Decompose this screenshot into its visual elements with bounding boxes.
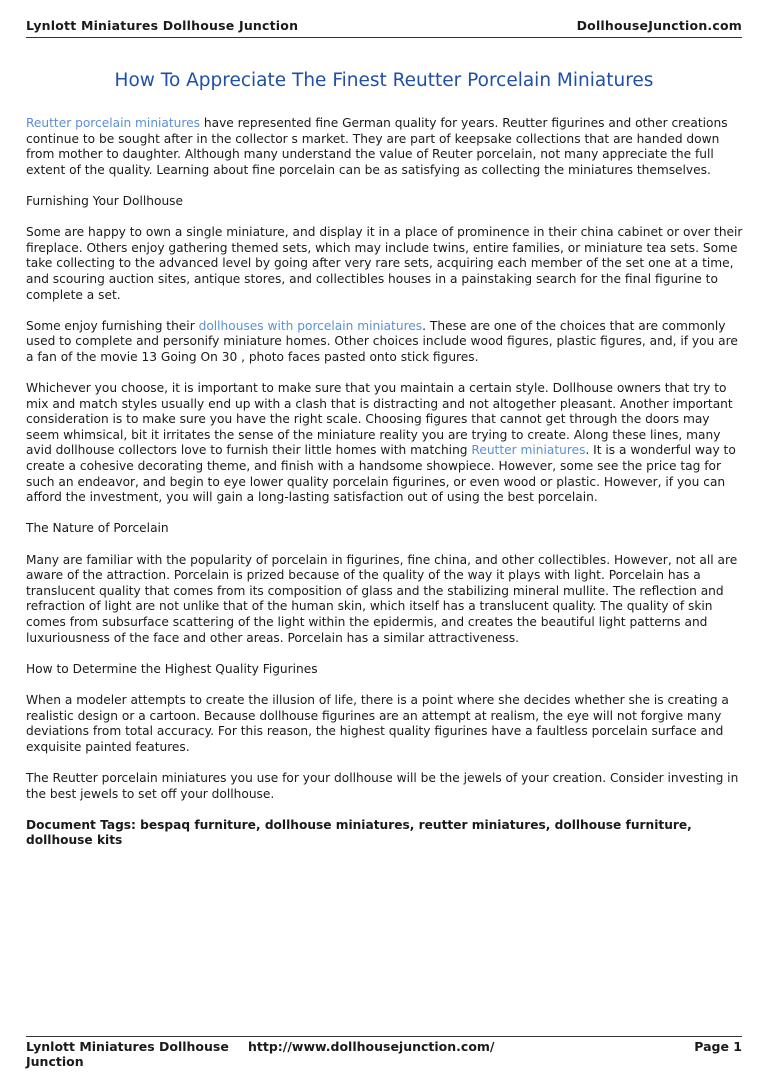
page-title: How To Appreciate The Finest Reutter Porcelain Miniatures xyxy=(114,70,654,91)
page-footer xyxy=(26,1036,742,1069)
quality-paragraph-1: When a modeler attempts to create the illusion of life, there is a point where she decides whether she is creating a realistic design or a cartoon. Because dollhouse figurines are an attempt at realism, the eye will not forgive many deviations from total accuracy. For this reason, the highest quality figurines have a faultless porcelain surface and exquisite painted features. xyxy=(26,692,729,754)
document-tags: Document Tags: bespaq furniture, dollhouse miniatures, reutter miniatures, dollhouse furniture, dollhouse kits xyxy=(26,817,692,848)
reutter-miniatures-link[interactable]: Reutter miniatures xyxy=(471,443,586,458)
intro-paragraph xyxy=(26,116,746,178)
section-heading-quality: How to Determine the Highest Quality Figurines xyxy=(26,661,318,676)
furnishing-paragraph-2 xyxy=(26,319,746,366)
header-company: Lynlott Miniatures Dollhouse Junction xyxy=(26,18,299,33)
furnishing-p3-text-b: . It is a wonderful way to create a cohesive decorating theme, and finish with a handsome showpiece. However, some see the price tag for such an endeavor, and begin to eye lower quality porcelain figurines, or even wood or plastic. However, if you can afford the investment, you will gain a long-lasting satisfaction out of using the best porcelain. xyxy=(26,443,736,505)
page-header xyxy=(26,18,742,38)
furnishing-paragraph-3 xyxy=(26,381,746,506)
footer-url[interactable]: http://www.dollhousejunction.com/ xyxy=(248,1039,495,1054)
quality-paragraph-2: The Reutter porcelain miniatures you use for your dollhouse will be the jewels of your creation. Consider investing in the best jewels to set off your dollhouse. xyxy=(26,770,739,801)
furnishing-paragraph-1: Some are happy to own a single miniature, and display it in a place of prominence in their china cabinet or over their fireplace. Others enjoy gathering themed sets, which may include twins, entire families, or miniature tea sets. Some take collecting to the advanced level by going after very rare sets, acquiring each member of the set one at a time, and scouring auction sites, antique stores, and collectibles houses in a painstaking search for the final figurine to complete a set. xyxy=(26,225,743,302)
furnishing-p2-text-b: . These are one of the choices that are commonly used to complete and personify miniature homes. Other choices include wood figures, plastic figures, and, if you are a fan of the movie 13 Going On 30 , photo faces pasted onto stick figures. xyxy=(26,318,738,364)
porcelain-paragraph: Many are familiar with the popularity of porcelain in figurines, fine china, and other collectibles. However, not all are aware of the attraction. Porcelain is prized because of the quality of the way it plays with light. Porcelain has a translucent quality that comes from its composition of glass and the stabilizing mineral mullite. The reflection and refraction of light are not unlike that of the human skin, which itself has a translucent quality. The quality of skin comes from subsurface scattering of the light within the epidermis, and creates the beautiful light patterns and luxuriousness of the face and other areas. Porcelain has a similar attractiveness. xyxy=(26,552,738,645)
reutter-porcelain-link[interactable]: Reutter porcelain miniatures xyxy=(26,116,200,130)
intro-text: have represented fine German quality for years. Reutter figurines and other creations continue to be sought after in the collector s market. They are part of keepsake collections that are handed down from mother to daughter. Although many understand the value of Reuter porcelain, not many appreciate the full extent of the quality. Learning about fine porcelain can be as satisfying as collecting the miniatures themselves. xyxy=(26,116,728,177)
header-site: DollhouseJunction.com xyxy=(576,18,742,33)
footer-company: Lynlott Miniatures Dollhouse Junction xyxy=(26,1039,229,1069)
article-body xyxy=(26,116,746,865)
furnishing-p3-text-a: Whichever you choose, it is important to make sure that you maintain a certain style. Dollhouse owners that try to mix and match styles usually end up with a clash that is distracting and not altogether pleasant. Another important consideration is to make sure you have the right scale. Choosing figures that cannot get through the doors may seem whimsical, bit it irritates the sense of the miniature reality you are trying to create. Along these lines, many avid dollhouse collectors love to furnish their little homes with matching xyxy=(26,381,733,458)
section-heading-porcelain: The Nature of Porcelain xyxy=(26,521,169,536)
dollhouses-porcelain-link[interactable]: dollhouses with porcelain miniatures xyxy=(198,318,423,333)
section-heading-furnishing: Furnishing Your Dollhouse xyxy=(26,193,184,208)
footer-page-number: Page 1 xyxy=(694,1039,742,1054)
furnishing-p2-text-a: Some enjoy furnishing their xyxy=(26,318,199,333)
